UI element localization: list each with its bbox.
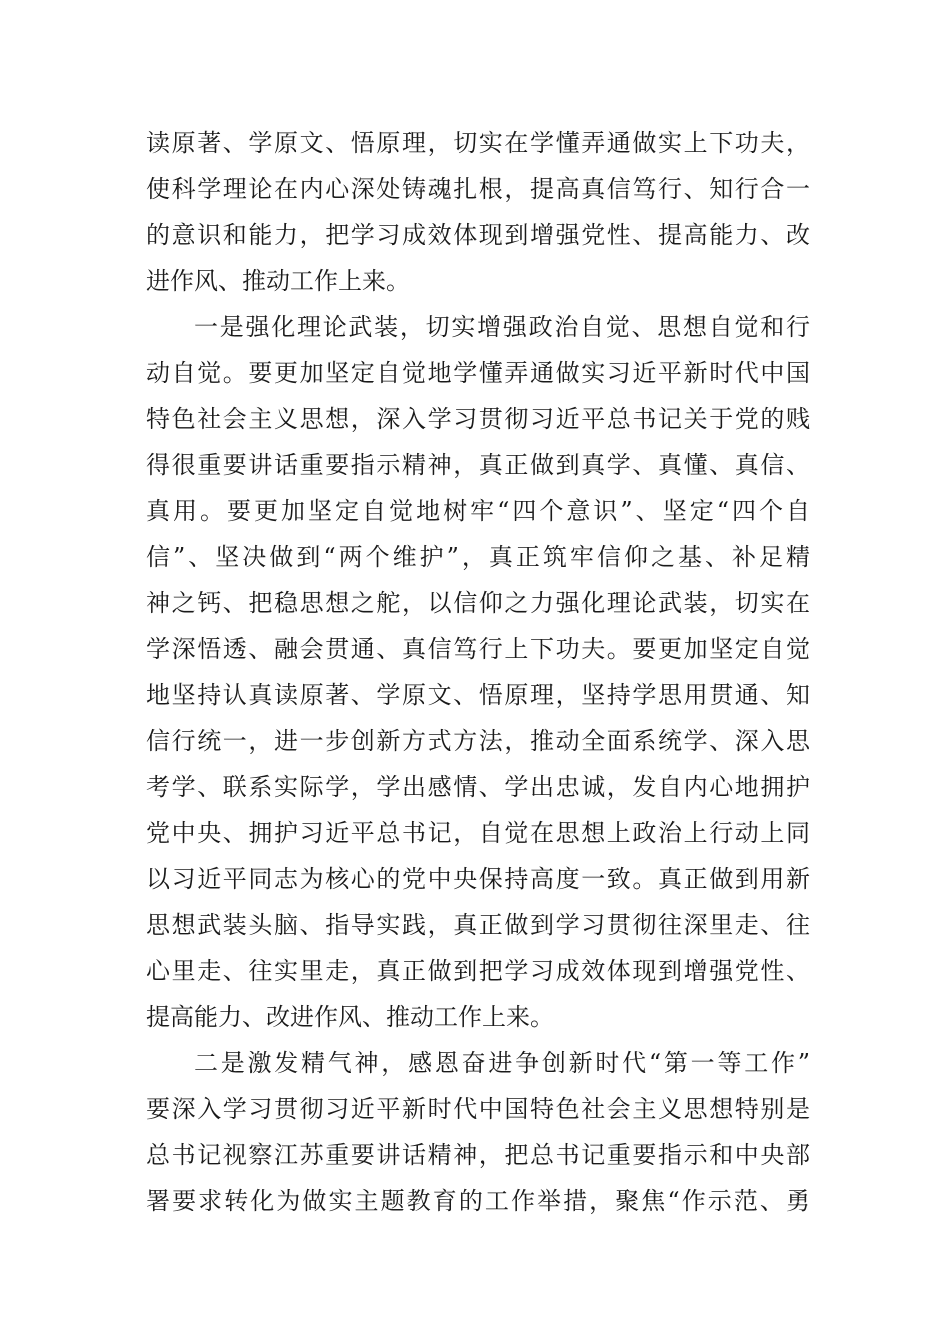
text-line: 考学、联系实际学，学出感情、学出忠诚，发自内心地拥护 — [146, 773, 810, 801]
text-line: 总书记视察江苏重要讲话精神，把总书记重要指示和中央部 — [146, 1141, 810, 1169]
text-line: 动自觉。要更加坚定自觉地学懂弄通做实习近平新时代中国 — [146, 359, 810, 387]
text-line: 提高能力、改进作风、推动工作上来。 — [146, 1003, 554, 1031]
text-line: 使科学理论在内心深处铸魂扎根，提高真信笃行、知行合一 — [146, 175, 810, 203]
text-line: 的意识和能力，把学习成效体现到增强党性、提高能力、改 — [146, 221, 810, 249]
text-line: 神之钙、把稳思想之舵，以信仰之力强化理论武装，切实在 — [146, 589, 810, 617]
text-line: 得很重要讲话重要指示精神，真正做到真学、真懂、真信、 — [146, 451, 810, 479]
text-line: 学深悟透、融会贯通、真信笃行上下功夫。要更加坚定自觉 — [146, 635, 810, 663]
text-line: 真用。要更加坚定自觉地树牢“四个意识”、坚定“四个自 — [146, 497, 810, 525]
text-line: 要深入学习贯彻习近平新时代中国特色社会主义思想特别是 — [146, 1095, 810, 1123]
text-line: 地坚持认真读原著、学原文、悟原理，坚持学思用贯通、知 — [146, 681, 810, 709]
text-line: 思想武装头脑、指导实践，真正做到学习贯彻往深里走、往 — [146, 911, 810, 939]
text-line: 特色社会主义思想，深入学习贯彻习近平总书记关于党的贱 — [146, 405, 810, 433]
text-line: 党中央、拥护习近平总书记，自觉在思想上政治上行动上同 — [146, 819, 810, 847]
text-line: 署要求转化为做实主题教育的工作举措，聚焦“作示范、勇 — [146, 1187, 810, 1215]
text-line: 进作风、推动工作上来。 — [146, 267, 410, 295]
text-line: 以习近平同志为核心的党中央保持高度一致。真正做到用新 — [146, 865, 810, 893]
paragraph-start-line: 一是强化理论武装，切实增强政治自觉、思想自觉和行 — [194, 313, 810, 341]
text-line: 信行统一，进一步创新方式方法，推动全面系统学、深入思 — [146, 727, 810, 755]
paragraph-start-line: 二是激发精气神，感恩奋进争创新时代“第一等工作” — [194, 1049, 810, 1077]
text-line: 心里走、往实里走，真正做到把学习成效体现到增强党性、 — [146, 957, 810, 985]
text-line: 读原著、学原文、悟原理，切实在学懂弄通做实上下功夫， — [146, 129, 810, 157]
text-line: 信”、坚决做到“两个维护”，真正筑牢信仰之基、补足精 — [146, 543, 810, 571]
